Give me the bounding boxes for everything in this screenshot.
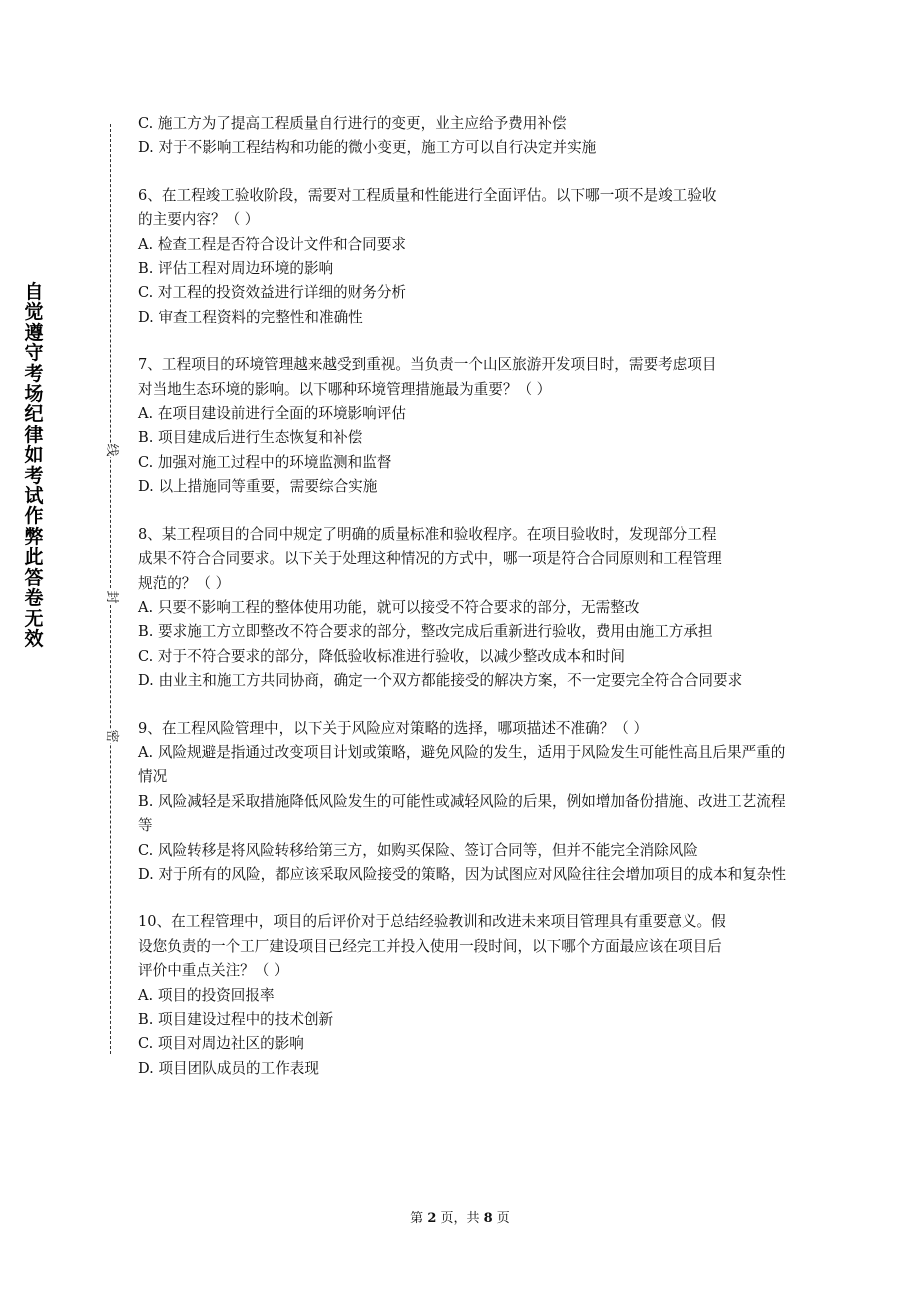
carryover-option-c: C. 施工方为了提高工程质量自行进行的变更，业主应给予费用补偿	[138, 115, 567, 132]
carryover-option-d: D. 对于不影响工程结构和功能的微小变更，施工方可以自行决定并实施	[138, 139, 597, 157]
option-d: D. 由业主和施工方共同协商，确定一个双方都能接受的解决方案，不一定要完全符合合同要求	[138, 672, 743, 690]
question-text-line: 10、在工程管理中，项目的后评价对于总结经验教训和改进未来项目管理具有重要意义。假	[138, 913, 726, 931]
option-a: A. 检查工程是否符合设计文件和合同要求	[138, 235, 406, 253]
option-a: A. 风险规避是指通过改变项目计划或策略，避免风险的发生，适用于风险发生可能性高且后果严重的情况	[138, 743, 786, 786]
question-text-line: 的主要内容？（ ）	[138, 211, 260, 229]
option-a: A. 只要不影响工程的整体使用功能，就可以接受不符合要求的部分，无需整改	[138, 598, 640, 616]
seal-mark-seal: 封	[104, 590, 119, 604]
option-b: B. 要求施工方立即整改不符合要求的部分，整改完成后重新进行验收，费用由施工方承担	[138, 623, 713, 641]
page-footer	[0, 1207, 920, 1226]
option-c: C. 对于不符合要求的部分，降低验收标准进行验收，以减少整改成本和时间	[138, 647, 625, 665]
binding-dashed-line	[110, 124, 111, 1054]
current-page-number: 2	[427, 1211, 437, 1226]
question-9	[138, 717, 788, 888]
question-text-line: 对当地生态环境的影响。以下哪种环境管理措施最为重要？（ ）	[138, 380, 552, 398]
option-b: B. 项目建设过程中的技术创新	[138, 1011, 334, 1028]
option-c: C. 加强对施工过程中的环境监测和监督	[138, 453, 392, 471]
question-text-line: 评价中重点关注？（ ）	[138, 962, 289, 980]
option-d: D. 审查工程资料的完整性和准确性	[138, 308, 363, 326]
option-c: C. 风险转移是将风险转移给第三方，如购买保险、签订合同等，但并不能完全消除风险	[138, 841, 698, 859]
option-a: A. 在项目建设前进行全面的环境影响评估	[138, 405, 406, 423]
question-text-line: 规范的？（ ）	[138, 574, 231, 592]
option-d: D. 以上措施同等重要，需要综合实施	[138, 478, 378, 496]
option-a: A. 项目的投资回报率	[138, 986, 275, 1004]
question-text-line: 成果不符合合同要求。以下关于处理这种情况的方式中，哪一项是符合合同原则和工程管理	[138, 550, 722, 568]
question-10	[138, 910, 788, 1081]
question-text-line: 8、某工程项目的合同中规定了明确的质量标准和验收程序。在项目验收时，发现部分工程	[138, 525, 717, 543]
option-b: B. 项目建成后进行生态恢复和补偿	[138, 429, 363, 447]
question-8	[138, 523, 788, 694]
question-text-line: 设您负责的一个工厂建设项目已经完工并投入使用一段时间，以下哪个方面最应该在项目后	[138, 937, 722, 955]
seal-mark-line: 线	[104, 443, 119, 457]
option-c: C. 对工程的投资效益进行详细的财务分析	[138, 284, 407, 302]
question-text-line: 9、在工程风险管理中，以下关于风险应对策略的选择，哪项描述不准确？（ ）	[138, 719, 649, 737]
footer-middle: 页，共	[436, 1211, 484, 1226]
footer-suffix: 页	[492, 1211, 510, 1226]
total-page-number: 8	[483, 1211, 493, 1226]
question-text-line: 6、在工程竣工验收阶段，需要对工程质量和性能进行全面评估。以下哪一项不是竣工验收	[138, 186, 717, 204]
option-b: B. 风险减轻是采取措施降低风险发生的可能性或减轻风险的后果，例如增加备份措施、改进工艺流程等	[138, 792, 786, 835]
option-d: D. 对于所有的风险，都应该采取风险接受的策略，因为试图应对风险往往会增加项目的成本和复杂性	[138, 865, 786, 883]
option-d: D. 项目团队成员的工作表现	[138, 1059, 319, 1077]
exam-discipline-notice: 自觉遵守考场纪律如考试作弊此答卷无效	[24, 281, 44, 650]
footer-prefix: 第	[410, 1211, 428, 1226]
question-7	[138, 353, 788, 499]
seal-mark-secret: 密	[104, 729, 119, 743]
question-text-line: 7、工程项目的环境管理越来越受到重视。当负责一个山区旅游开发项目时，需要考虑项目	[138, 356, 717, 374]
option-b: B. 评估工程对周边环境的影响	[138, 260, 334, 278]
exam-content	[138, 112, 788, 1081]
question-6	[138, 184, 788, 330]
option-c: C. 项目对周边社区的影响	[138, 1035, 304, 1053]
